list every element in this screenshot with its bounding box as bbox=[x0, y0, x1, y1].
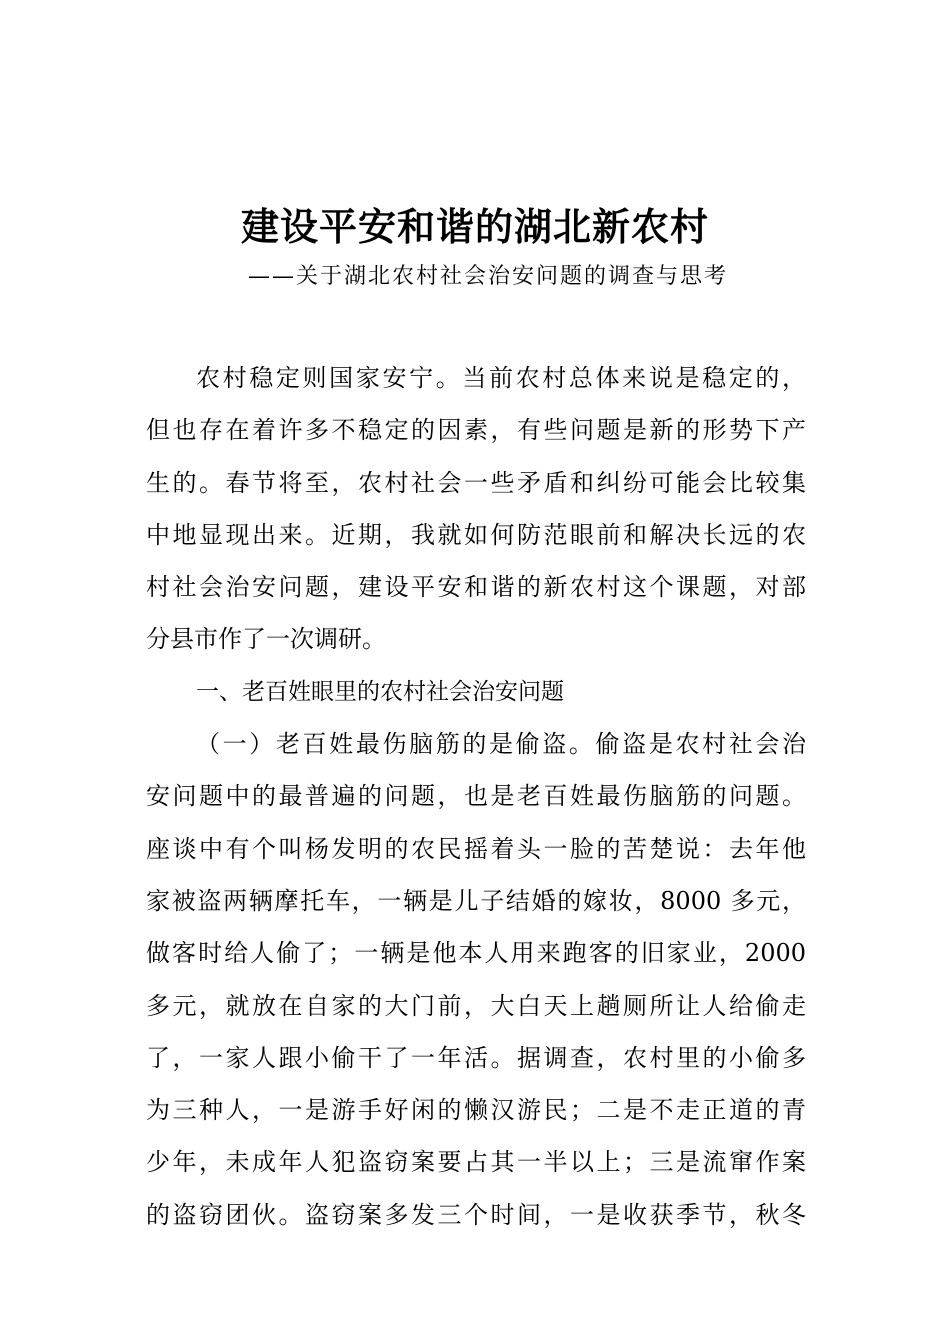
paragraph-line: 的盗窃团伙。盗窃案多发三个时间，一是收获季节，秋冬 bbox=[146, 1200, 806, 1229]
document-body bbox=[146, 352, 806, 1241]
paragraph-line: 多元，就放在自家的大门前，大白天上趟厕所让人给偷走 bbox=[146, 991, 806, 1020]
paragraph-line: 做客时给人偷了；一辆是他本人用来跑客的旧家业，2000 bbox=[146, 939, 806, 968]
paragraph bbox=[146, 352, 806, 666]
paragraph-line: 分县市作了一次调研。 bbox=[146, 625, 386, 654]
paragraph-line: 了，一家人跟小偷干了一年活。据调查，农村里的小偷多 bbox=[146, 1043, 806, 1072]
document-title: 建设平安和谐的湖北新农村 bbox=[240, 205, 709, 249]
paragraph-line: 但也存在着许多不稳定的因素，有些问题是新的形势下产 bbox=[146, 416, 806, 445]
paragraph-line: 座谈中有个叫杨发明的农民摇着头一脸的苦楚说：去年他 bbox=[146, 834, 806, 863]
document-subtitle: ——关于湖北农村社会治安问题的调查与思考 bbox=[248, 264, 729, 289]
paragraph-line: 村社会治安问题，建设平安和谐的新农村这个课题，对部 bbox=[146, 573, 806, 602]
paragraph-line: 为三种人，一是游手好闲的懒汉游民；二是不走正道的青 bbox=[146, 1096, 806, 1125]
section-heading: 一、老百姓眼里的农村社会治安问题 bbox=[196, 678, 564, 705]
paragraph-line: 农村稳定则国家安宁。当前农村总体来说是稳定的， bbox=[196, 364, 806, 392]
paragraph-line: 安问题中的最普遍的问题，也是老百姓最伤脑筋的问题。 bbox=[146, 782, 806, 811]
paragraph-line: （一）老百姓最伤脑筋的是偷盗。偷盗是农村社会治 bbox=[196, 730, 806, 759]
paragraph-line: 家被盗两辆摩托车，一辆是儿子结婚的嫁妆，8000 多元， bbox=[146, 886, 806, 915]
paragraph-line: 生的。春节将至，农村社会一些矛盾和纠纷可能会比较集 bbox=[146, 468, 806, 497]
paragraph bbox=[146, 718, 806, 1241]
paragraph-line: 少年，未成年人犯盗窃案要占其一半以上；三是流窜作案 bbox=[146, 1148, 806, 1177]
paragraph-line: 中地显现出来。近期，我就如何防范眼前和解决长远的农 bbox=[146, 520, 806, 549]
